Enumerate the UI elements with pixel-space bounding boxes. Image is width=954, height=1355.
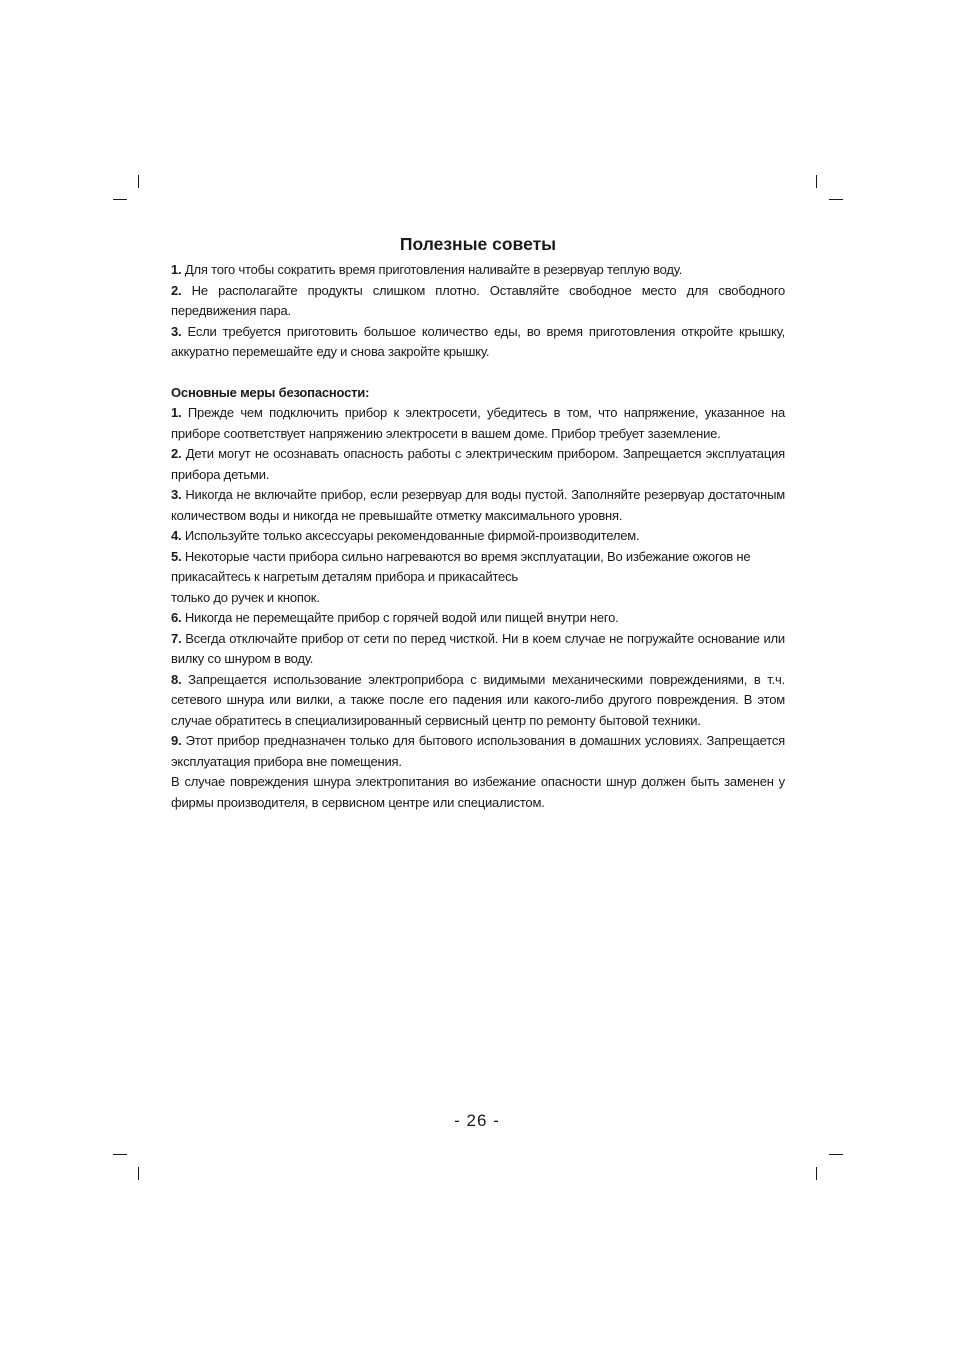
safety-text: Этот прибор предназначен только для бытового использования в домашних условиях. Запрещается эксплуатация прибора вне помещения.	[171, 733, 785, 769]
tip-number: 1.	[171, 262, 182, 277]
crop-mark-top-right-vertical	[816, 175, 817, 188]
tip-item-3	[171, 322, 785, 363]
crop-mark-bottom-left-horizontal	[113, 1154, 127, 1155]
safety-item-8	[171, 670, 785, 732]
safety-number: 9.	[171, 733, 182, 748]
tip-text: Для того чтобы сократить время приготовления наливайте в резервуар теплую воду.	[181, 262, 683, 277]
safety-item-2	[171, 444, 785, 485]
page-number: - 26 -	[454, 1111, 500, 1130]
page-content	[171, 232, 785, 813]
safety-heading: Основные меры безопасности:	[171, 384, 370, 400]
tip-text: Не располагайте продукты слишком плотно. Оставляйте свободное место для свободного передвижения пара.	[171, 282, 785, 318]
tip-item-2	[171, 281, 785, 322]
safety-number: 6.	[171, 610, 182, 625]
safety-number: 2.	[171, 446, 182, 461]
safety-item-1	[171, 403, 785, 444]
safety-item-5	[171, 547, 785, 609]
safety-item-7	[171, 629, 785, 670]
safety-number: 1.	[171, 405, 182, 420]
crop-mark-top-left-horizontal	[113, 199, 127, 200]
safety-text: Запрещается использование электроприбора с видимыми механическими повреждениями, в т.ч. сетевого шнура или вилки, а также после его падения или какого-либо другого повреждения. В этом случае обратитесь в специализированный сервисный центр по ремонту бытовой техники.	[171, 671, 785, 728]
crop-mark-top-right-horizontal	[829, 199, 843, 200]
tip-number: 3.	[171, 323, 182, 339]
safety-item-6	[171, 608, 785, 629]
safety-text: Никогда не включайте прибор, если резервуар для воды пустой. Заполняйте резервуар достаточным количеством воды и никогда не превышайте отметку максимального уровня.	[171, 487, 785, 523]
tip-text: Если требуется приготовить большое количество еды, во время приготовления откройте крышку, аккуратно перемешайте еду и снова закройте крышку.	[171, 323, 785, 359]
safety-number: 8.	[171, 671, 182, 687]
safety-text-continuation: только до ручек и кнопок.	[171, 589, 320, 605]
safety-text: Никогда не перемещайте прибор с горячей водой или пищей внутри него.	[181, 610, 619, 625]
safety-text: Всегда отключайте прибор от сети по перед чисткой. Ни в коем случае не погружайте основание или вилку со шнуром в воду.	[171, 630, 785, 666]
safety-text: Дети могут не осознавать опасность работы с электрическим прибором. Запрещается эксплуатация прибора детьми.	[171, 446, 785, 482]
safety-text: Прежде чем подключить прибор к электросети, убедитесь в том, что напряжение, указанное на приборе соответствует напряжению электросети в вашем доме. Прибор требует заземление.	[171, 405, 785, 441]
safety-text: Некоторые части прибора сильно нагреваются во время эксплуатации, Во избежание ожогов не прикасайтесь к нагретым деталям прибора и прикасайтесь	[171, 548, 751, 584]
crop-mark-bottom-right-horizontal	[829, 1154, 843, 1155]
safety-item-3	[171, 485, 785, 526]
crop-mark-bottom-right-vertical	[816, 1167, 817, 1180]
tip-item-1	[171, 260, 785, 281]
safety-closing: В случае повреждения шнура электропитания во избежание опасности шнур должен быть заменен у фирмы производителя, в сервисном центре или специалистом.	[171, 774, 785, 810]
crop-mark-top-left-vertical	[138, 175, 139, 188]
safety-number: 4.	[171, 528, 182, 543]
safety-item-9	[171, 731, 785, 772]
safety-number: 3.	[171, 487, 182, 502]
tip-number: 2.	[171, 282, 182, 298]
tips-title: Полезные советы	[399, 234, 557, 254]
safety-number: 5.	[171, 548, 182, 564]
safety-number: 7.	[171, 630, 182, 646]
safety-text: Используйте только аксессуары рекомендованные фирмой-производителем.	[181, 528, 640, 543]
crop-mark-bottom-left-vertical	[138, 1167, 139, 1180]
safety-item-4	[171, 526, 785, 547]
